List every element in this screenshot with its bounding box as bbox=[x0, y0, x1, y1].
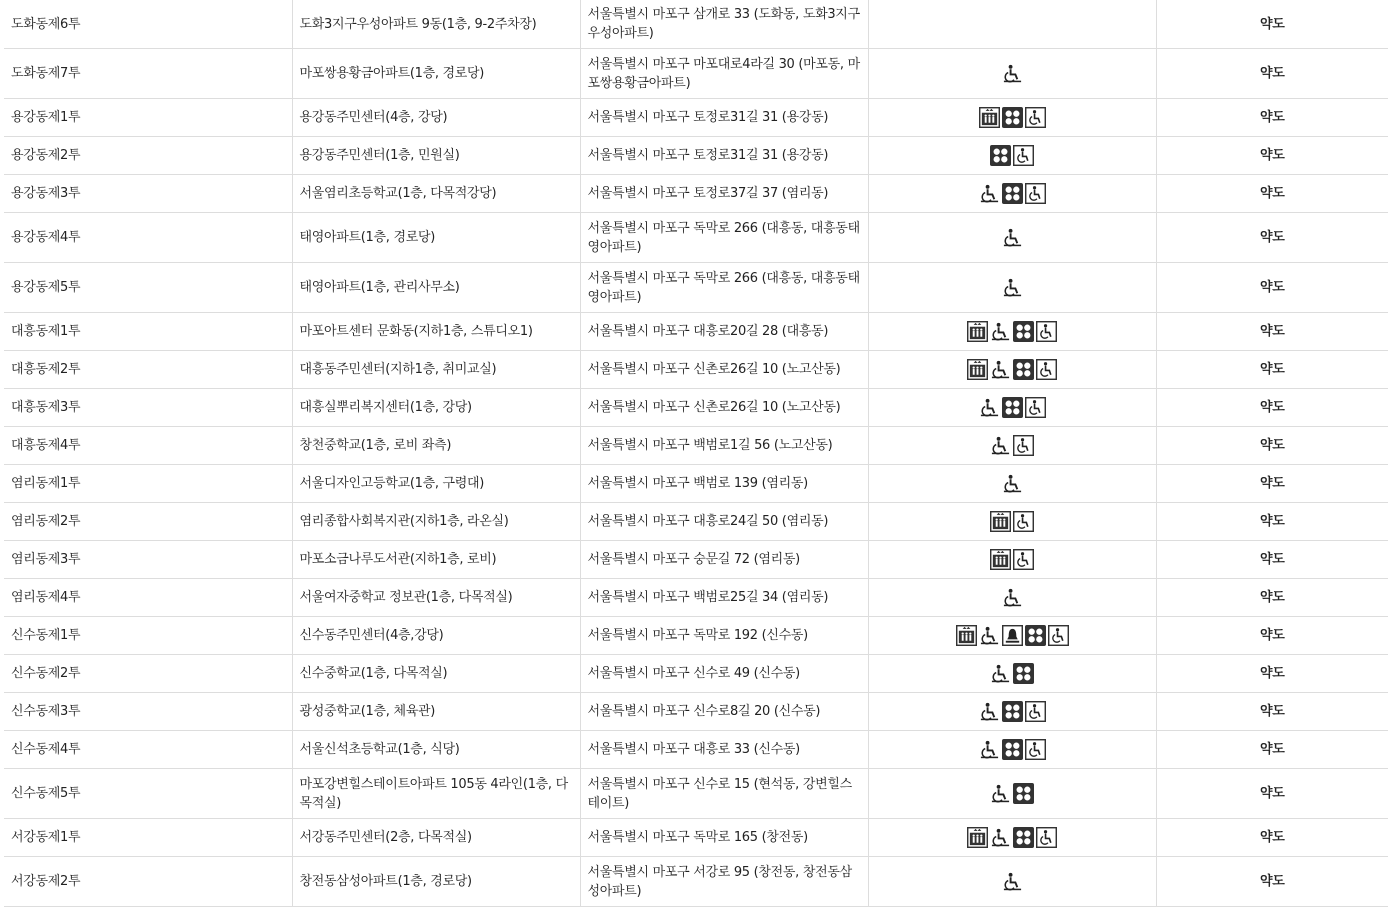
facility-icons-cell bbox=[868, 49, 1156, 99]
map-link[interactable]: 약도 bbox=[1156, 427, 1388, 465]
table-row bbox=[4, 49, 1388, 99]
address-cell: 서울특별시 마포구 백범로 139 (염리동) bbox=[580, 465, 868, 503]
map-link[interactable]: 약도 bbox=[1156, 99, 1388, 137]
address-cell: 서울특별시 마포구 숭문길 72 (염리동) bbox=[580, 541, 868, 579]
place-cell: 용강동주민센터(1층, 민원실) bbox=[292, 137, 580, 175]
facility-icons-cell bbox=[868, 617, 1156, 655]
district-cell: 서강동제2투 bbox=[4, 857, 292, 907]
district-cell: 서강동제1투 bbox=[4, 819, 292, 857]
district-cell: 신수동제1투 bbox=[4, 617, 292, 655]
place-cell: 태영아파트(1층, 경로당) bbox=[292, 213, 580, 263]
table-row bbox=[4, 213, 1388, 263]
wheelchair-icon bbox=[1002, 277, 1023, 298]
address-cell: 서울특별시 마포구 대흥로24길 50 (염리동) bbox=[580, 503, 868, 541]
table-row bbox=[4, 465, 1388, 503]
address-cell: 서울특별시 마포구 신촌로26길 10 (노고산동) bbox=[580, 389, 868, 427]
accessible-icon bbox=[1013, 435, 1034, 456]
address-cell: 서울특별시 마포구 토정로31길 31 (용강동) bbox=[580, 99, 868, 137]
map-link[interactable]: 약도 bbox=[1156, 731, 1388, 769]
district-cell: 염리동제4투 bbox=[4, 579, 292, 617]
facility-icons-cell bbox=[868, 857, 1156, 907]
map-link[interactable]: 약도 bbox=[1156, 693, 1388, 731]
table-row bbox=[4, 99, 1388, 137]
map-link[interactable]: 약도 bbox=[1156, 313, 1388, 351]
accessible-icon bbox=[1025, 739, 1046, 760]
place-cell: 창천중학교(1층, 로비 좌측) bbox=[292, 427, 580, 465]
facility-icons-cell bbox=[868, 313, 1156, 351]
table-row bbox=[4, 731, 1388, 769]
map-link[interactable]: 약도 bbox=[1156, 137, 1388, 175]
wheelchair-icon bbox=[990, 827, 1011, 848]
map-link[interactable]: 약도 bbox=[1156, 263, 1388, 313]
table-row bbox=[4, 427, 1388, 465]
wheelchair-icon bbox=[990, 359, 1011, 380]
map-link[interactable]: 약도 bbox=[1156, 49, 1388, 99]
address-cell: 서울특별시 마포구 마포대로4라길 30 (마포동, 마포쌍용황금아파트) bbox=[580, 49, 868, 99]
place-cell: 광성중학교(1층, 체육관) bbox=[292, 693, 580, 731]
district-cell: 대흥동제3투 bbox=[4, 389, 292, 427]
place-cell: 서울여자중학교 정보관(1층, 다목적실) bbox=[292, 579, 580, 617]
wheelchair-icon bbox=[990, 663, 1011, 684]
accessible-icon bbox=[1013, 511, 1034, 532]
address-cell: 서울특별시 마포구 신촌로26길 10 (노고산동) bbox=[580, 351, 868, 389]
map-link[interactable]: 약도 bbox=[1156, 465, 1388, 503]
district-cell: 신수동제3투 bbox=[4, 693, 292, 731]
place-cell: 마포쌍용황금아파트(1층, 경로당) bbox=[292, 49, 580, 99]
district-cell: 신수동제5투 bbox=[4, 769, 292, 819]
polling-station-table bbox=[4, 0, 1388, 907]
accessible-icon bbox=[1013, 145, 1034, 166]
facility-icons-cell bbox=[868, 731, 1156, 769]
place-cell: 서울신석초등학교(1층, 식당) bbox=[292, 731, 580, 769]
braille-icon bbox=[1013, 827, 1034, 848]
wheelchair-icon bbox=[979, 701, 1000, 722]
facility-icons-cell bbox=[868, 769, 1156, 819]
address-cell: 서울특별시 마포구 삼개로 33 (도화동, 도화3지구우성아파트) bbox=[580, 0, 868, 49]
braille-icon bbox=[1002, 107, 1023, 128]
address-cell: 서울특별시 마포구 독막로 165 (창전동) bbox=[580, 819, 868, 857]
accessible-icon bbox=[1036, 359, 1057, 380]
address-cell: 서울특별시 마포구 토정로31길 31 (용강동) bbox=[580, 137, 868, 175]
wheelchair-icon bbox=[979, 739, 1000, 760]
braille-icon bbox=[1002, 739, 1023, 760]
district-cell: 도화동제7투 bbox=[4, 49, 292, 99]
accessible-icon bbox=[1025, 397, 1046, 418]
braille-icon bbox=[1013, 783, 1034, 804]
braille-icon bbox=[1013, 663, 1034, 684]
accessible-icon bbox=[1013, 549, 1034, 570]
accessible-icon bbox=[1025, 701, 1046, 722]
place-cell: 용강동주민센터(4층, 강당) bbox=[292, 99, 580, 137]
map-link[interactable]: 약도 bbox=[1156, 541, 1388, 579]
wheelchair-icon bbox=[979, 397, 1000, 418]
table-body bbox=[4, 0, 1388, 907]
braille-icon bbox=[1013, 321, 1034, 342]
facility-icons-cell bbox=[868, 389, 1156, 427]
address-cell: 서울특별시 마포구 토정로37길 37 (염리동) bbox=[580, 175, 868, 213]
district-cell: 용강동제5투 bbox=[4, 263, 292, 313]
wheelchair-icon bbox=[1002, 227, 1023, 248]
table-row bbox=[4, 351, 1388, 389]
table-row bbox=[4, 769, 1388, 819]
facility-icons-cell bbox=[868, 99, 1156, 137]
place-cell: 신수동주민센터(4층,강당) bbox=[292, 617, 580, 655]
map-link[interactable]: 약도 bbox=[1156, 579, 1388, 617]
district-cell: 염리동제1투 bbox=[4, 465, 292, 503]
facility-icons-cell bbox=[868, 263, 1156, 313]
table-row bbox=[4, 693, 1388, 731]
braille-icon bbox=[1013, 359, 1034, 380]
district-cell: 대흥동제2투 bbox=[4, 351, 292, 389]
address-cell: 서울특별시 마포구 독막로 192 (신수동) bbox=[580, 617, 868, 655]
map-link[interactable]: 약도 bbox=[1156, 351, 1388, 389]
braille-icon bbox=[1002, 397, 1023, 418]
bell-icon bbox=[1002, 625, 1023, 646]
facility-icons-cell bbox=[868, 693, 1156, 731]
table-row bbox=[4, 819, 1388, 857]
map-link[interactable]: 약도 bbox=[1156, 213, 1388, 263]
district-cell: 도화동제6투 bbox=[4, 0, 292, 49]
table-row bbox=[4, 175, 1388, 213]
table-row bbox=[4, 137, 1388, 175]
place-cell: 마포강변힐스테이트아파트 105동 4라인(1층, 다목적실) bbox=[292, 769, 580, 819]
address-cell: 서울특별시 마포구 대흥로 33 (신수동) bbox=[580, 731, 868, 769]
elevator-icon bbox=[967, 359, 988, 380]
place-cell: 대흥동주민센터(지하1층, 취미교실) bbox=[292, 351, 580, 389]
facility-icons-cell bbox=[868, 137, 1156, 175]
district-cell: 용강동제3투 bbox=[4, 175, 292, 213]
address-cell: 서울특별시 마포구 신수로 49 (신수동) bbox=[580, 655, 868, 693]
district-cell: 염리동제2투 bbox=[4, 503, 292, 541]
elevator-icon bbox=[979, 107, 1000, 128]
table-row bbox=[4, 541, 1388, 579]
map-link[interactable]: 약도 bbox=[1156, 769, 1388, 819]
elevator-icon bbox=[990, 549, 1011, 570]
place-cell: 서울디자인고등학교(1층, 구령대) bbox=[292, 465, 580, 503]
accessible-icon bbox=[1036, 321, 1057, 342]
table-row bbox=[4, 579, 1388, 617]
wheelchair-icon bbox=[990, 321, 1011, 342]
address-cell: 서울특별시 마포구 백범로1길 56 (노고산동) bbox=[580, 427, 868, 465]
district-cell: 염리동제3투 bbox=[4, 541, 292, 579]
elevator-icon bbox=[967, 827, 988, 848]
table-row bbox=[4, 0, 1388, 49]
braille-icon bbox=[1002, 183, 1023, 204]
wheelchair-icon bbox=[990, 435, 1011, 456]
map-link[interactable]: 약도 bbox=[1156, 857, 1388, 907]
accessible-icon bbox=[1025, 183, 1046, 204]
place-cell: 마포소금나루도서관(지하1층, 로비) bbox=[292, 541, 580, 579]
facility-icons-cell bbox=[868, 175, 1156, 213]
wheelchair-icon bbox=[1002, 63, 1023, 84]
facility-icons-cell bbox=[868, 655, 1156, 693]
place-cell: 창전동삼성아파트(1층, 경로당) bbox=[292, 857, 580, 907]
accessible-icon bbox=[1025, 107, 1046, 128]
place-cell: 태영아파트(1층, 관리사무소) bbox=[292, 263, 580, 313]
address-cell: 서울특별시 마포구 서강로 95 (창전동, 창전동삼성아파트) bbox=[580, 857, 868, 907]
place-cell: 서울염리초등학교(1층, 다목적강당) bbox=[292, 175, 580, 213]
facility-icons-cell bbox=[868, 541, 1156, 579]
table-row bbox=[4, 617, 1388, 655]
address-cell: 서울특별시 마포구 독막로 266 (대흥동, 대흥동태영아파트) bbox=[580, 213, 868, 263]
map-link[interactable]: 약도 bbox=[1156, 617, 1388, 655]
braille-icon bbox=[990, 145, 1011, 166]
table-row bbox=[4, 389, 1388, 427]
facility-icons-cell bbox=[868, 579, 1156, 617]
place-cell: 서강동주민센터(2층, 다목적실) bbox=[292, 819, 580, 857]
facility-icons-cell bbox=[868, 213, 1156, 263]
table-row bbox=[4, 263, 1388, 313]
map-link[interactable]: 약도 bbox=[1156, 503, 1388, 541]
elevator-icon bbox=[967, 321, 988, 342]
map-link[interactable]: 약도 bbox=[1156, 175, 1388, 213]
address-cell: 서울특별시 마포구 독막로 266 (대흥동, 대흥동태영아파트) bbox=[580, 263, 868, 313]
table-row bbox=[4, 313, 1388, 351]
district-cell: 신수동제2투 bbox=[4, 655, 292, 693]
table-row bbox=[4, 503, 1388, 541]
table-row bbox=[4, 655, 1388, 693]
place-cell: 대흥실뿌리복지센터(1층, 강당) bbox=[292, 389, 580, 427]
facility-icons-cell bbox=[868, 0, 1156, 49]
place-cell: 마포아트센터 문화동(지하1층, 스튜디오1) bbox=[292, 313, 580, 351]
district-cell: 대흥동제1투 bbox=[4, 313, 292, 351]
table-row bbox=[4, 857, 1388, 907]
place-cell: 염리종합사회복지관(지하1층, 라온실) bbox=[292, 503, 580, 541]
address-cell: 서울특별시 마포구 백범로25길 34 (염리동) bbox=[580, 579, 868, 617]
braille-icon bbox=[1002, 701, 1023, 722]
map-link[interactable]: 약도 bbox=[1156, 0, 1388, 49]
wheelchair-icon bbox=[1002, 587, 1023, 608]
district-cell: 용강동제2투 bbox=[4, 137, 292, 175]
wheelchair-icon bbox=[979, 625, 1000, 646]
map-link[interactable]: 약도 bbox=[1156, 389, 1388, 427]
facility-icons-cell bbox=[868, 503, 1156, 541]
place-cell: 도화3지구우성아파트 9동(1층, 9-2주차장) bbox=[292, 0, 580, 49]
address-cell: 서울특별시 마포구 신수로 15 (현석동, 강변힐스테이트) bbox=[580, 769, 868, 819]
facility-icons-cell bbox=[868, 427, 1156, 465]
wheelchair-icon bbox=[979, 183, 1000, 204]
map-link[interactable]: 약도 bbox=[1156, 655, 1388, 693]
wheelchair-icon bbox=[1002, 473, 1023, 494]
facility-icons-cell bbox=[868, 819, 1156, 857]
district-cell: 신수동제4투 bbox=[4, 731, 292, 769]
address-cell: 서울특별시 마포구 신수로8길 20 (신수동) bbox=[580, 693, 868, 731]
address-cell: 서울특별시 마포구 대흥로20길 28 (대흥동) bbox=[580, 313, 868, 351]
wheelchair-icon bbox=[990, 783, 1011, 804]
elevator-icon bbox=[956, 625, 977, 646]
place-cell: 신수중학교(1층, 다목적실) bbox=[292, 655, 580, 693]
district-cell: 용강동제4투 bbox=[4, 213, 292, 263]
wheelchair-icon bbox=[1002, 871, 1023, 892]
braille-icon bbox=[1025, 625, 1046, 646]
facility-icons-cell bbox=[868, 465, 1156, 503]
accessible-icon bbox=[1048, 625, 1069, 646]
map-link[interactable]: 약도 bbox=[1156, 819, 1388, 857]
elevator-icon bbox=[990, 511, 1011, 532]
district-cell: 대흥동제4투 bbox=[4, 427, 292, 465]
accessible-icon bbox=[1036, 827, 1057, 848]
facility-icons-cell bbox=[868, 351, 1156, 389]
district-cell: 용강동제1투 bbox=[4, 99, 292, 137]
